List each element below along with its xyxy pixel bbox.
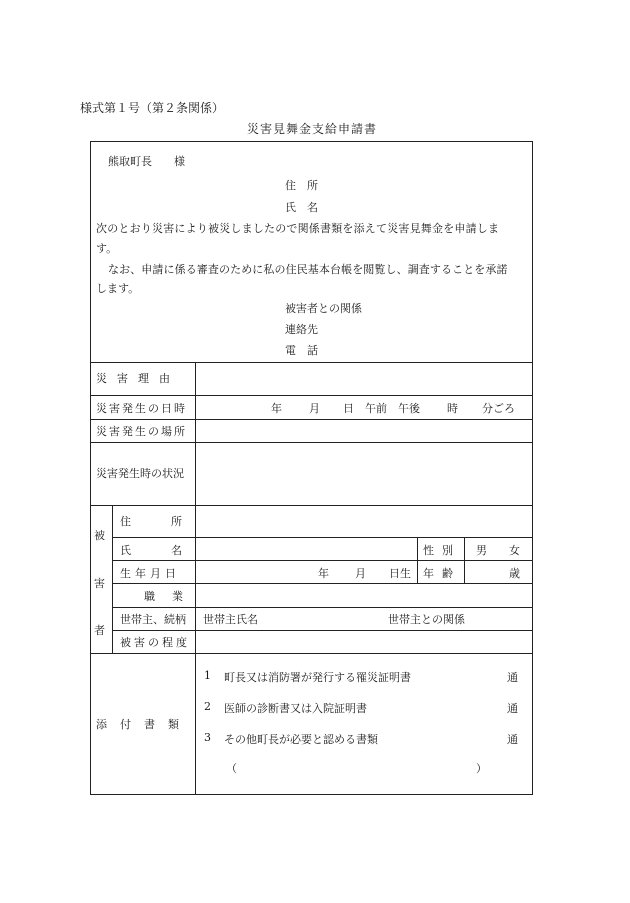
form-number: 様式第１号（第２条関係） — [80, 101, 225, 115]
birth-month: 月 — [355, 567, 366, 580]
rule-datetime-top — [91, 395, 532, 396]
addressee: 熊取町長 様 — [108, 155, 185, 168]
consent-paragraph-line2: します。 — [96, 282, 140, 295]
attachment-other-paren-open: （ — [226, 762, 237, 775]
attachment-item-2-no: 2 — [204, 700, 211, 713]
attachment-other-paren-close: ） — [476, 762, 487, 775]
disaster-place-field[interactable] — [196, 419, 532, 441]
victim-age-unit: 歳 — [509, 567, 520, 580]
rule-victim-group — [112, 505, 113, 653]
victim-name-label: 氏名 — [120, 544, 222, 557]
victim-damage-field[interactable] — [196, 630, 532, 652]
victim-address-label: 住所 — [120, 515, 222, 528]
dt-minute: 分ごろ — [482, 402, 515, 415]
request-paragraph-line2: す。 — [96, 242, 118, 255]
dt-month: 月 — [309, 402, 320, 415]
dt-year: 年 — [271, 402, 282, 415]
victim-household-label: 世帯主、続柄 — [120, 613, 186, 626]
disaster-situation-label: 災害発生時の状況 — [96, 467, 184, 480]
attachment-item-1-no: 1 — [204, 669, 211, 682]
attachment-item-2-text: 医師の診断書又は入院証明書 — [224, 702, 367, 715]
attachments-label: 添付書類 — [96, 718, 192, 731]
attachment-item-2-unit: 通 — [507, 702, 518, 715]
applicant-address-label: 住 所 — [285, 179, 318, 192]
victim-sex-options[interactable]: 男 女 — [476, 544, 520, 557]
request-paragraph-line1: 次のとおり災害により被災しましたので関係書類を添えて災害見舞金を申請しま — [96, 222, 500, 235]
disaster-place-label: 災害発生の場所 — [96, 425, 187, 438]
rule-attachments-top — [91, 653, 532, 654]
disaster-reason-label: 災害理由 — [96, 372, 180, 385]
rule-sex-left — [417, 537, 418, 560]
disaster-datetime-label: 災害発生の日時 — [96, 402, 187, 415]
victim-name-field[interactable] — [196, 537, 416, 559]
householder-name-label: 世帯主氏名 — [203, 613, 258, 626]
contact-label: 連絡先 — [285, 323, 318, 336]
dt-hour: 時 — [447, 402, 458, 415]
rule-victim-birth-top — [112, 560, 532, 561]
victim-group-char-1: 被 — [94, 529, 105, 542]
attachment-item-1-text: 町長又は消防署が発行する罹災証明書 — [224, 671, 411, 684]
victim-sex-label: 性別 — [423, 544, 461, 557]
rule-age-right — [464, 560, 465, 583]
disaster-reason-field[interactable] — [196, 362, 532, 393]
disaster-situation-field[interactable] — [196, 442, 532, 504]
applicant-name-label: 氏 名 — [285, 201, 318, 214]
victim-age-label: 年齢 — [423, 567, 461, 580]
attachment-item-1-unit: 通 — [507, 671, 518, 684]
phone-label: 電 話 — [285, 344, 318, 357]
rule-victim-household-top — [112, 607, 532, 608]
attachment-item-3-no: 3 — [204, 731, 211, 744]
birth-day: 日生 — [389, 567, 411, 580]
relation-label: 被害者との関係 — [285, 302, 362, 315]
consent-paragraph-line1: なお、申請に係る審査のために私の住民基本台帳を閲覧し、調査することを承諾 — [108, 263, 508, 276]
rule-sex-right — [464, 537, 465, 560]
victim-address-field[interactable] — [196, 505, 532, 536]
victim-birth-label: 生年月日 — [120, 567, 180, 580]
victim-occupation-label: 職業 — [144, 590, 200, 603]
attachment-item-3-unit: 通 — [507, 733, 518, 746]
victim-occupation-field[interactable] — [196, 583, 532, 606]
birth-year: 年 — [318, 567, 329, 580]
attachment-item-3-text: その他町長が必要と認める書類 — [224, 733, 378, 746]
dt-day: 日 — [343, 402, 354, 415]
victim-group-char-3: 者 — [94, 624, 105, 637]
dt-ampm: 午前 午後 — [365, 402, 420, 415]
victim-group-char-2: 害 — [94, 577, 105, 590]
document-title: 災害見舞金支給申請書 — [247, 122, 378, 136]
rule-age-left — [417, 560, 418, 583]
householder-relation-label: 世帯主との関係 — [388, 613, 465, 626]
attachment-other-field[interactable] — [244, 756, 474, 776]
victim-damage-label: 被害の程度 — [120, 636, 190, 649]
